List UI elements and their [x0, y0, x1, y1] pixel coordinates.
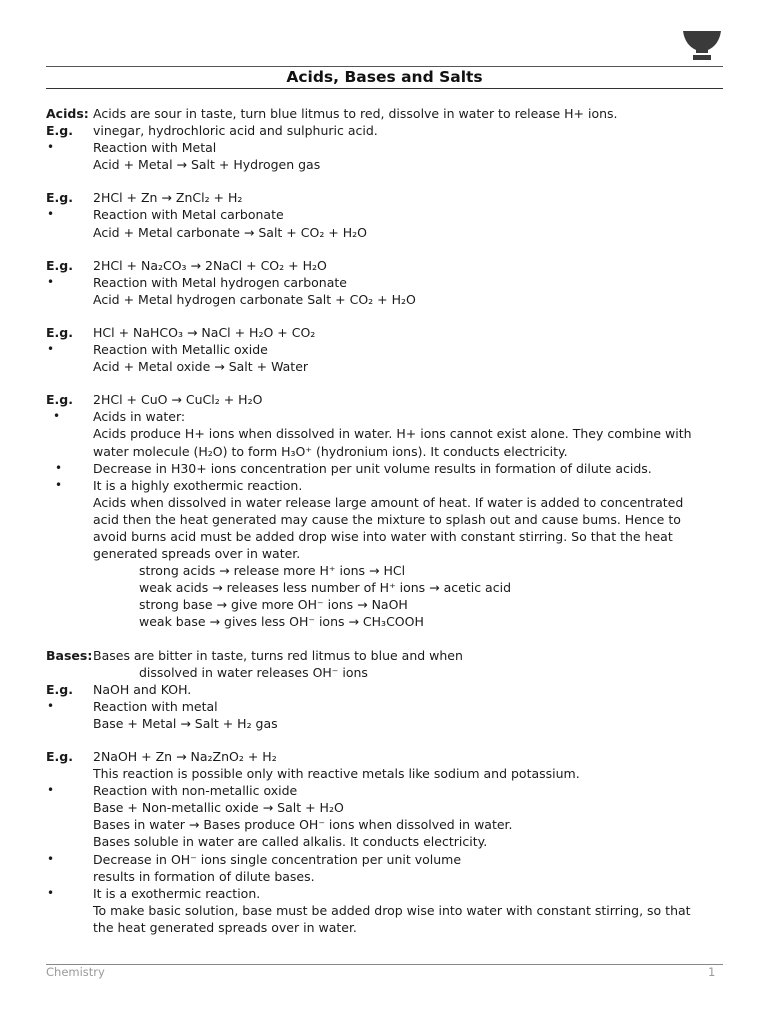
bullet-marker: •	[55, 460, 63, 475]
line-text: weak acids → releases less number of H⁺ ions → acetic acid	[139, 580, 511, 596]
bullet-marker: •	[47, 140, 55, 155]
bullet-marker: •	[47, 885, 55, 900]
text-line	[46, 782, 726, 799]
text-line	[46, 562, 726, 579]
paragraph-spacer	[46, 375, 726, 391]
line-label	[46, 715, 93, 732]
line-text: HCl + NaHCO₃ → NaCl + H₂O + CO₂	[93, 324, 316, 340]
line-text: Reaction with metal	[93, 698, 218, 714]
line-text: dissolved in water releases OH⁻ ions	[139, 664, 368, 680]
text-line	[46, 341, 726, 358]
bullet-marker: •	[55, 477, 63, 492]
text-line	[46, 156, 726, 173]
line-text: the heat generated spreads over in water.	[93, 919, 357, 935]
text-line	[46, 443, 726, 460]
text-line	[46, 715, 726, 732]
line-text: Bases in water → Bases produce OH⁻ ions when dissolved in water.	[93, 817, 513, 833]
line-label: E.g.	[46, 123, 73, 139]
text-line	[46, 698, 726, 715]
text-line	[46, 647, 726, 664]
text-line	[46, 224, 726, 241]
line-text: Decrease in H30+ ions concentration per unit volume results in formation of dilute acids.	[93, 460, 652, 476]
text-line	[46, 799, 726, 816]
text-line	[46, 528, 726, 545]
line-label: Acids:	[46, 106, 89, 121]
line-text: vinegar, hydrochloric acid and sulphuric acid.	[93, 123, 378, 139]
title-rule-bottom	[46, 88, 723, 89]
line-text: Acids produce H+ ions when dissolved in water. H+ ions cannot exist alone. They combine with	[93, 426, 692, 442]
line-label	[46, 156, 93, 173]
line-text: Reaction with non-metallic oxide	[93, 783, 298, 799]
line-text: Base + Metal → Salt + H₂ gas	[93, 715, 278, 731]
line-label	[46, 224, 93, 241]
line-text: Acids in water:	[93, 409, 186, 425]
line-text: Reaction with Metal hydrogen carbonate	[93, 274, 347, 290]
line-label	[46, 596, 93, 613]
line-label	[46, 765, 93, 782]
line-text: Acid + Metal hydrogen carbonate Salt + CO₂ + H₂O	[93, 291, 416, 307]
text-line	[46, 358, 726, 375]
text-line	[46, 765, 726, 782]
text-line	[46, 206, 726, 223]
paragraph-spacer	[46, 631, 726, 647]
bullet-marker: •	[53, 409, 61, 424]
line-text: 2NaOH + Zn → Na₂ZnO₂ + H₂	[93, 749, 277, 764]
line-text: It is a exothermic reaction.	[93, 885, 261, 901]
paragraph-spacer	[46, 173, 726, 189]
text-line	[46, 324, 726, 341]
line-text: generated spreads over in water.	[93, 546, 301, 562]
line-text: To make basic solution, base must be added drop wise into water with constant stirring, so that	[93, 902, 691, 918]
text-line	[46, 596, 726, 613]
text-line	[46, 477, 726, 494]
bullet-marker: •	[47, 851, 55, 866]
line-text: Reaction with Metal carbonate	[93, 207, 284, 223]
line-label: E.g.	[46, 392, 73, 408]
text-line	[46, 664, 726, 681]
page-number: 1	[708, 965, 716, 979]
line-text: Bases soluble in water are called alkalis. It conducts electricity.	[93, 834, 488, 850]
line-text: weak base → gives less OH⁻ ions → CH₃COOH	[139, 614, 424, 630]
line-label: E.g.	[46, 681, 73, 697]
line-label	[46, 562, 93, 579]
brand-logo-icon	[683, 31, 721, 61]
line-label	[46, 545, 93, 562]
text-line	[46, 105, 726, 122]
line-label	[46, 358, 93, 375]
text-line	[46, 122, 726, 139]
line-text: 2HCl + Na₂CO₃ → 2NaCl + CO₂ + H₂O	[93, 257, 327, 273]
line-label: E.g.	[46, 324, 73, 340]
line-label	[46, 902, 93, 919]
bullet-marker: •	[47, 698, 55, 713]
line-label	[46, 443, 93, 460]
line-label	[46, 816, 93, 833]
text-line	[46, 816, 726, 833]
bullet-marker: •	[47, 207, 55, 222]
text-line	[46, 919, 726, 936]
line-text: Acid + Metal oxide → Salt + Water	[93, 359, 309, 375]
footer-rule	[46, 964, 723, 965]
line-label: E.g.	[46, 257, 73, 273]
text-line	[46, 681, 726, 698]
line-text: Decrease in OH⁻ ions single concentration per unit volume	[93, 851, 462, 867]
line-text: Reaction with Metallic oxide	[93, 342, 268, 358]
text-line	[46, 868, 726, 885]
paragraph-spacer	[46, 241, 726, 257]
line-label	[46, 425, 93, 442]
line-text: This reaction is possible only with reactive metals like sodium and potassium.	[93, 766, 580, 782]
footer-subject: Chemistry	[46, 965, 105, 979]
line-text: Reaction with Metal	[93, 140, 217, 156]
paragraph-spacer	[46, 732, 726, 748]
line-text: acid then the heat generated may cause the mixture to splash out and cause bums. Hence to	[93, 511, 681, 527]
text-line	[46, 274, 726, 291]
paragraph-spacer	[46, 308, 726, 324]
line-text: 2HCl + Zn → ZnCl₂ + H₂	[93, 190, 243, 206]
text-line	[46, 257, 726, 274]
line-label: Bases:	[46, 647, 93, 663]
text-line	[46, 902, 726, 919]
text-line	[46, 748, 726, 765]
bullet-marker: •	[47, 274, 55, 289]
text-line	[46, 579, 726, 596]
line-label	[46, 664, 93, 681]
line-text: 2HCl + CuO → CuCl₂ + H₂O	[93, 392, 263, 408]
text-line	[46, 460, 726, 477]
line-text: It is a highly exothermic reaction.	[93, 477, 303, 493]
line-label	[46, 494, 93, 511]
line-label	[46, 528, 93, 545]
text-line	[46, 291, 726, 308]
text-line	[46, 885, 726, 902]
text-line	[46, 391, 726, 408]
line-label	[46, 868, 93, 885]
text-line	[46, 511, 726, 528]
line-label	[46, 799, 93, 816]
line-text: Acids when dissolved in water release large amount of heat. If water is added to concentrated	[93, 494, 684, 510]
line-label	[46, 919, 93, 936]
line-label	[46, 833, 93, 850]
line-label: E.g.	[46, 749, 73, 764]
line-text: Bases are bitter in taste, turns red litmus to blue and when	[93, 647, 463, 663]
text-line	[46, 139, 726, 156]
text-line	[46, 545, 726, 562]
document-body	[46, 105, 726, 936]
line-text: Acid + Metal → Salt + Hydrogen gas	[93, 157, 321, 173]
line-text: water molecule (H₂O) to form H₃O⁺ (hydronium ions). It conducts electricity.	[93, 443, 568, 459]
line-text: strong base → give more OH⁻ ions → NaOH	[139, 597, 408, 613]
line-text: Base + Non-metallic oxide → Salt + H₂O	[93, 800, 344, 816]
text-line	[46, 613, 726, 630]
line-text: results in formation of dilute bases.	[93, 868, 315, 884]
line-label	[46, 291, 93, 308]
text-line	[46, 851, 726, 868]
text-line	[46, 425, 726, 442]
line-label	[46, 511, 93, 528]
line-text: avoid burns acid must be added drop wise into water with constant stirring. So that the heat	[93, 528, 673, 544]
bullet-marker: •	[47, 783, 55, 798]
line-text: NaOH and KOH.	[93, 681, 192, 697]
line-label	[46, 579, 93, 596]
text-line	[46, 833, 726, 850]
bullet-marker: •	[47, 342, 55, 357]
line-text: Acids are sour in taste, turn blue litmus to red, dissolve in water to release H+ ions.	[93, 106, 618, 121]
text-line	[46, 494, 726, 511]
line-text: Acid + Metal carbonate → Salt + CO₂ + H₂O	[93, 224, 367, 240]
page-title: Acids, Bases and Salts	[286, 68, 483, 86]
text-line	[46, 408, 726, 425]
line-label: E.g.	[46, 190, 73, 206]
line-text: strong acids → release more H⁺ ions → HCl	[139, 563, 406, 579]
text-line	[46, 189, 726, 206]
line-label	[46, 613, 93, 630]
